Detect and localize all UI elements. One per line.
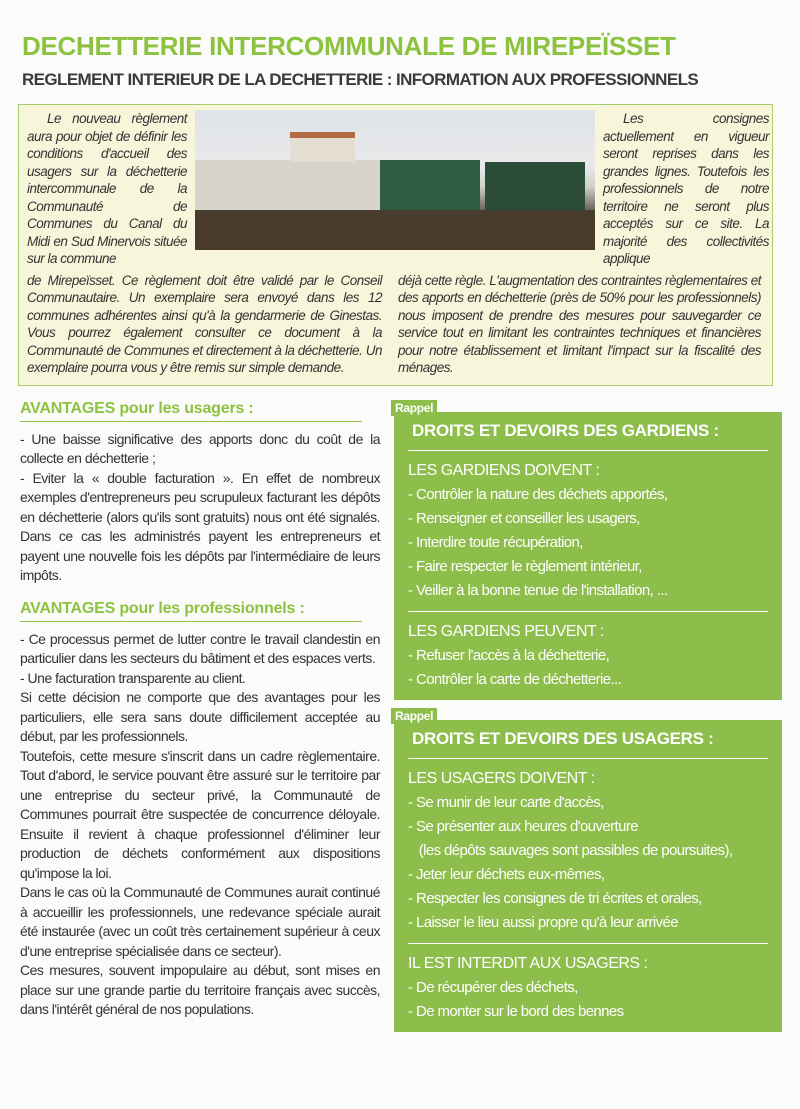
gardiens-block (394, 400, 782, 700)
list-item: - De récupérer des déchets, (408, 978, 578, 996)
intro-right-top: Les consignes actuellement en vigueur seront reprises dans les grandes lignes. Toutefois les professionnels de notre territoire ne seront plus acceptés sur ce site. La majorité des collectivités applique (603, 111, 769, 266)
usagers-title: DROITS ET DEVOIRS DES USAGERS : (408, 720, 768, 759)
professionnels-heading: AVANTAGES pour les professionnels : (20, 600, 362, 622)
rappel-tag: Rappel (391, 708, 437, 724)
intro-right-bottom: déjà cette règle. L'augmentation des contraintes règlementaires et des apports en déchetterie (près de 50% pour les professionnels) nous imposent de prendre des mesures pour sauvegarder ce service tout en limitant les contraintes techniques et financières pour notre établissement et limitant l'impact sur la fiscalité des ménages. (398, 272, 761, 375)
list-item: - Jeter leur déchets eux-mêmes, (408, 865, 605, 883)
list-item: (les dépôts sauvages sont passibles de poursuites), (408, 841, 733, 859)
list-item: - Interdire toute récupération, (408, 533, 583, 551)
list-item: - Refuser l'accès à la déchetterie, (408, 646, 610, 664)
rappel-tag: Rappel (391, 400, 437, 416)
gardiens-peuvent-section (408, 612, 768, 700)
list-item: - Respecter les consignes de tri écrites et orales, (408, 889, 702, 907)
gardiens-box (394, 412, 782, 700)
gardiens-doivent-section (408, 451, 768, 612)
section-heading: LES USAGERS DOIVENT : (408, 769, 595, 787)
section-heading: LES GARDIENS DOIVENT : (408, 461, 600, 479)
list-item: - De monter sur le bord des bennes (408, 1002, 624, 1020)
intro-top-row (27, 110, 769, 268)
usagers-doivent-section (408, 759, 768, 944)
list-item: - Se munir de leur carte d'accès, (408, 793, 604, 811)
intro-bottom-row (27, 272, 764, 377)
usagers-text: - Une baisse significative des apports donc du coût de la collecte en déchetterie ; - Eviter la « double facturation ». En effet de nombreux exemples d'entrepreneurs peu scrupuleux facturant les dépôts en déchetterie (alors qu'ils sont gratuits) nous ont été signalés. Dans ce cas les administrés payent les entrepreneurs et payent une nouvelle fois les dépôts par l'intermédiaire de leurs impôts. (20, 430, 380, 583)
section-heading: LES GARDIENS PEUVENT : (408, 622, 604, 640)
usagers-box (394, 720, 782, 1032)
dechetterie-photo (195, 110, 595, 250)
usagers-block (394, 708, 782, 1032)
page-subtitle: REGLEMENT INTERIEUR DE LA DECHETTERIE : INFORMATION AUX PROFESSIONNELS (22, 70, 699, 89)
list-item: - Laisser le lieu aussi propre qu'à leur arrivée (408, 913, 679, 931)
usagers-heading: AVANTAGES pour les usagers : (20, 400, 362, 422)
list-item: - Renseigner et conseiller les usagers, (408, 509, 640, 527)
content-columns (18, 400, 782, 1032)
list-item: - Veiller à la bonne tenue de l'installation, ... (408, 581, 668, 599)
page-title: DECHETTERIE INTERCOMMUNALE DE MIREPEÏSSET (22, 31, 676, 61)
gardiens-title: DROITS ET DEVOIRS DES GARDIENS : (408, 412, 768, 451)
professionnels-text: - Ce processus permet de lutter contre le travail clandestin en particulier dans les secteurs du bâtiment et des espaces verts. - Une facturation transparente au client. Si cette décision ne comporte que des avantages pour les particuliers, elle sera sans doute difficilement acceptée au début, par les professionnels. Toutefois, cette mesure s'inscrit dans un cadre règlementaire. Tout d'abord, le service pouvant être assuré sur le territoire par une entreprise du secteur privé, la Communauté de Communes pourrait être suspectée de concurrence déloyale. Ensuite il revient à chaque professionnel d'éliminer leur production de déchets conformément aux dispositions qu'impose la loi. Dans le cas où la Communauté de Communes aurait continué à accueillir les professionnels, une redevance spéciale aurait été instaurée (avec un coût très certainement supérieur à ceux d'une entreprise spécialisée dans ce secteur). Ces mesures, souvent impopulaire au début, sont mises en place sur une grande partie du territoire français avec succès, dans l'intérêt général de nos populations. (20, 630, 380, 1017)
intro-box (18, 104, 773, 386)
right-column (394, 400, 782, 1032)
list-item: - Contrôler la nature des déchets apportés, (408, 485, 668, 503)
intro-left-bottom: de Mirepeïsset. Ce règlement doit être validé par le Conseil Communautaire. Un exemplaire sera envoyé dans les 12 communes adhérentes ainsi qu'à la gendarmerie de Ginestas. Vous pourrez également consulter ce document à la Communauté de Communes et directement à la déchetterie. Un exemplaire pourra vous y être remis sur simple demande. (27, 272, 382, 375)
list-item: - Faire respecter le règlement intérieur, (408, 557, 642, 575)
list-item: - Contrôler la carte de déchetterie... (408, 670, 622, 688)
usagers-interdit-section (408, 944, 768, 1032)
left-column (18, 400, 380, 1032)
section-heading: IL EST INTERDIT AUX USAGERS : (408, 954, 648, 972)
list-item: - Se présenter aux heures d'ouverture (408, 817, 638, 835)
intro-left-top: Le nouveau règlement aura pour objet de définir les conditions d'accueil des usagers sur la déchetterie intercommunale de la Communauté de Communes du Canal du Midi en Sud Minervois située sur la commune (27, 111, 187, 266)
